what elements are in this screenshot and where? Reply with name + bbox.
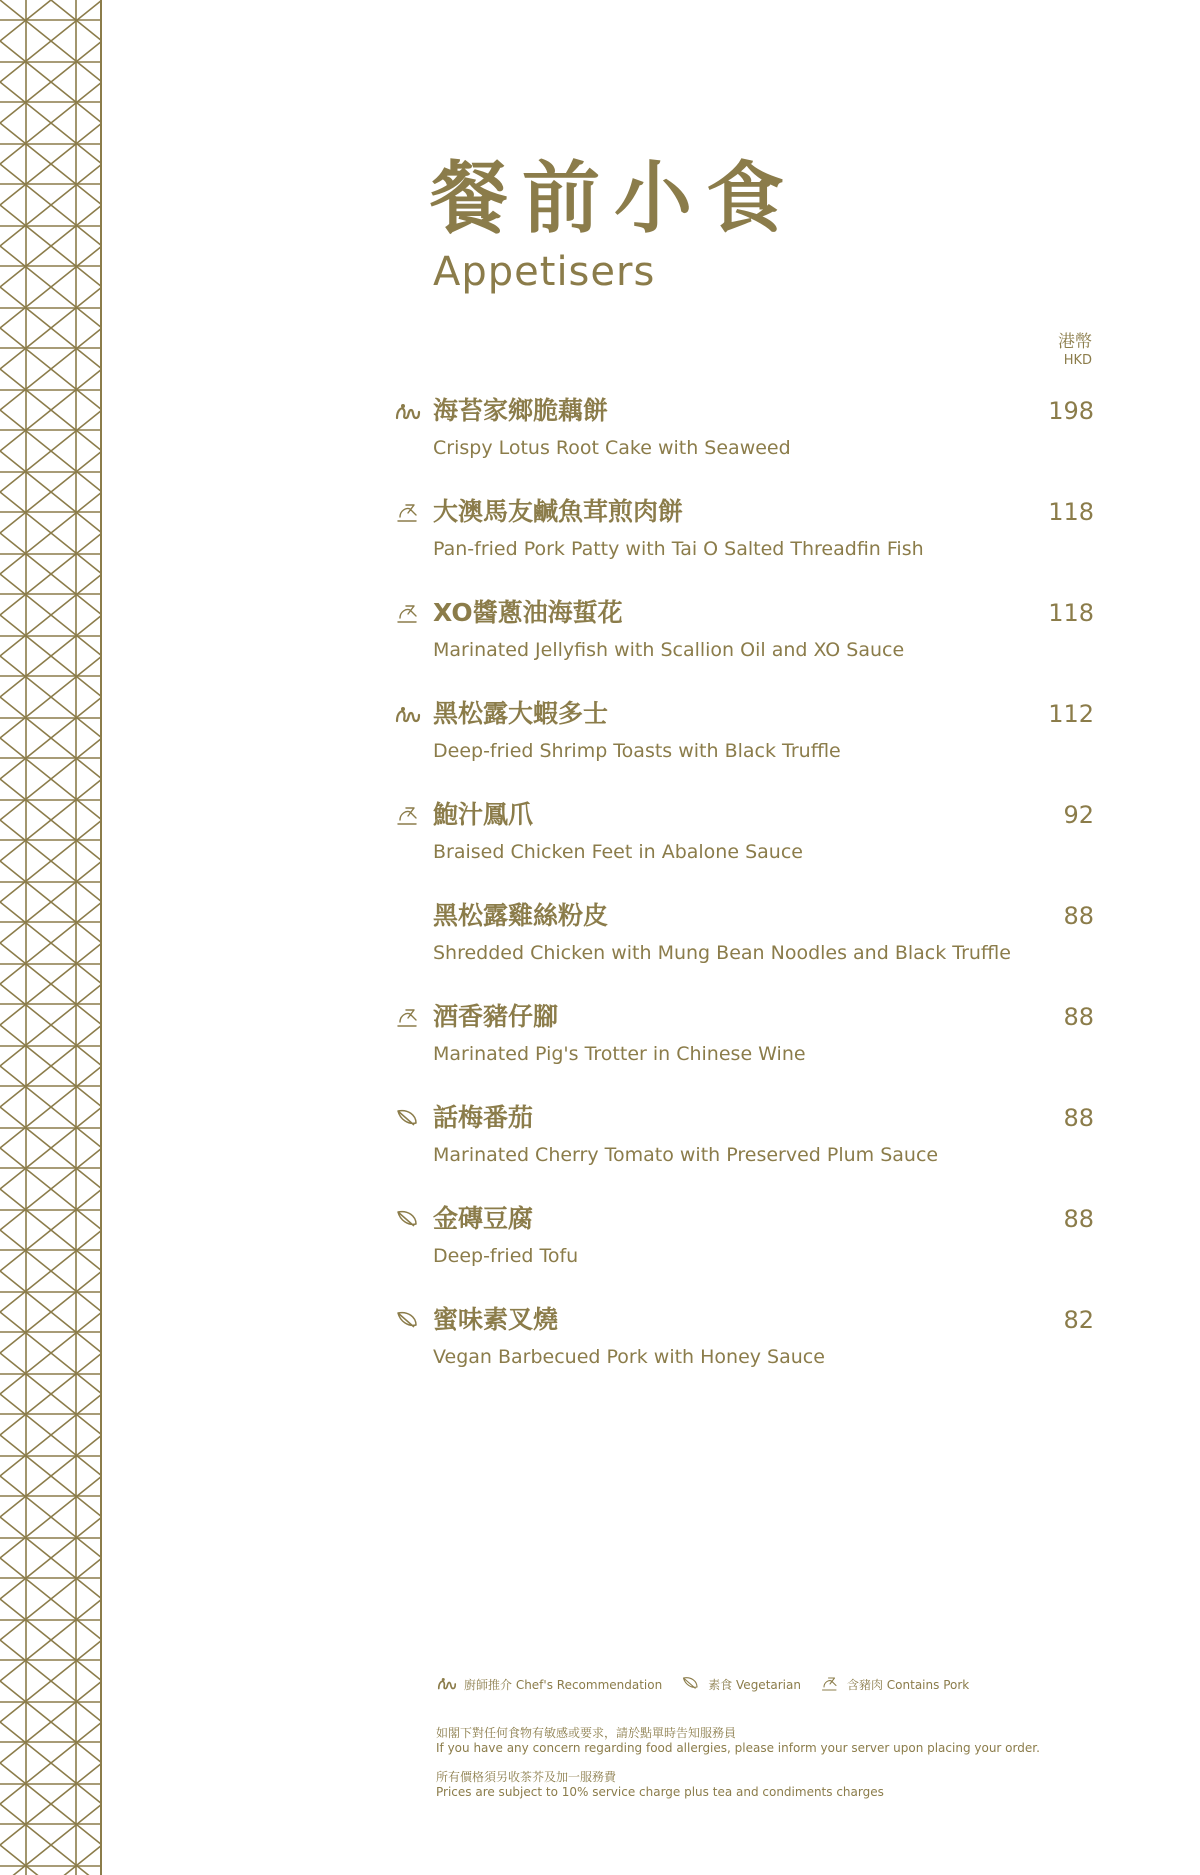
item-name-english: Braised Chicken Feet in Abalone Sauce <box>433 841 803 863</box>
menu-item <box>388 1204 1100 1305</box>
page-title-english: Appetisers <box>433 249 656 295</box>
service-charge-note <box>436 1770 1116 1800</box>
menu-item <box>388 1103 1100 1204</box>
chef-recommendation-icon <box>394 400 422 424</box>
item-price: 112 <box>1048 700 1094 728</box>
item-name-chinese: 大澳馬友鹹魚茸煎肉餅 <box>433 497 684 526</box>
item-name-english: Pan-fried Pork Patty with Tai O Salted Threadfin Fish <box>433 538 924 560</box>
contains-pork-icon <box>394 1006 422 1030</box>
item-name-chinese: 海苔家鄉脆藕餅 <box>433 396 609 425</box>
chef-recommendation-icon <box>436 1675 458 1693</box>
item-name-chinese: 鮑汁鳳爪 <box>433 800 534 829</box>
menu-item <box>388 699 1100 800</box>
legend-chef-recommendation <box>436 1675 662 1693</box>
item-name-english: Deep-fried Shrimp Toasts with Black Truffle <box>433 740 841 762</box>
item-name-english: Marinated Jellyfish with Scallion Oil and XO Sauce <box>433 639 905 661</box>
item-name-english: Crispy Lotus Root Cake with Seaweed <box>433 437 791 459</box>
legend-label: 素食 Vegetarian <box>708 1677 801 1692</box>
item-name-english: Marinated Pig's Trotter in Chinese Wine <box>433 1043 806 1065</box>
icon-legend <box>436 1675 987 1693</box>
item-price: 88 <box>1063 1003 1094 1031</box>
contains-pork-icon <box>394 602 422 626</box>
currency-header <box>1058 334 1092 367</box>
legend-label: 廚師推介 Chef's Recommendation <box>464 1677 663 1692</box>
vegetarian-icon <box>394 1107 422 1131</box>
menu-item <box>388 396 1100 497</box>
item-name-chinese: 酒香豬仔腳 <box>433 1002 559 1031</box>
currency-label-english: HKD <box>1063 353 1092 368</box>
item-name-english: Shredded Chicken with Mung Bean Noodles and Black Truffle <box>433 942 1011 964</box>
vegetarian-icon <box>680 1675 702 1693</box>
item-name-chinese: 黑松露雞絲粉皮 <box>433 901 609 930</box>
item-price: 118 <box>1048 599 1094 627</box>
vegetarian-icon <box>394 1208 422 1232</box>
item-price: 88 <box>1063 1104 1094 1132</box>
footnotes <box>436 1726 1116 1814</box>
menu-item <box>388 901 1100 1002</box>
contains-pork-icon <box>819 1675 841 1693</box>
item-name-chinese: 金磚豆腐 <box>433 1204 534 1233</box>
item-name-english: Deep-fried Tofu <box>433 1245 579 1267</box>
menu-item <box>388 1305 1100 1406</box>
legend-contains-pork <box>819 1675 969 1693</box>
allergy-note <box>436 1726 1116 1756</box>
item-name-chinese: 黑松露大蝦多士 <box>433 699 609 728</box>
legend-vegetarian <box>680 1675 801 1693</box>
vegetarian-icon <box>394 1309 422 1333</box>
menu-list <box>388 396 1100 1406</box>
currency-label-chinese: 港幣 <box>1058 332 1092 352</box>
note-chinese: 如閣下對任何食物有敏感或要求，請於點單時告知服務員 <box>436 1726 737 1740</box>
item-name-english: Marinated Cherry Tomato with Preserved Plum Sauce <box>433 1144 939 1166</box>
item-name-chinese: 話梅番茄 <box>433 1103 534 1132</box>
menu-item <box>388 1002 1100 1103</box>
menu-item <box>388 800 1100 901</box>
note-chinese: 所有價格須另收茶芥及加一服務費 <box>436 1770 617 1784</box>
contains-pork-icon <box>394 804 422 828</box>
item-name-chinese: XO醬蔥油海蜇花 <box>433 598 623 627</box>
item-price: 92 <box>1063 801 1094 829</box>
page-title-chinese: 餐前小食 <box>430 153 799 244</box>
item-name-english: Vegan Barbecued Pork with Honey Sauce <box>433 1346 825 1368</box>
contains-pork-icon <box>394 501 422 525</box>
menu-item <box>388 598 1100 699</box>
item-price: 118 <box>1048 498 1094 526</box>
item-price: 88 <box>1063 1205 1094 1233</box>
item-price: 88 <box>1063 902 1094 930</box>
legend-label: 含豬肉 Contains Pork <box>846 1677 970 1692</box>
menu-item <box>388 497 1100 598</box>
item-name-chinese: 蜜味素叉燒 <box>433 1305 559 1334</box>
item-price: 198 <box>1048 397 1094 425</box>
chef-recommendation-icon <box>394 703 422 727</box>
lattice-border <box>0 0 102 1875</box>
note-english: If you have any concern regarding food allergies, please inform your server upon placing your order. <box>436 1741 1040 1755</box>
item-price: 82 <box>1063 1306 1094 1334</box>
note-english: Prices are subject to 10% service charge plus tea and condiments charges <box>436 1785 884 1799</box>
